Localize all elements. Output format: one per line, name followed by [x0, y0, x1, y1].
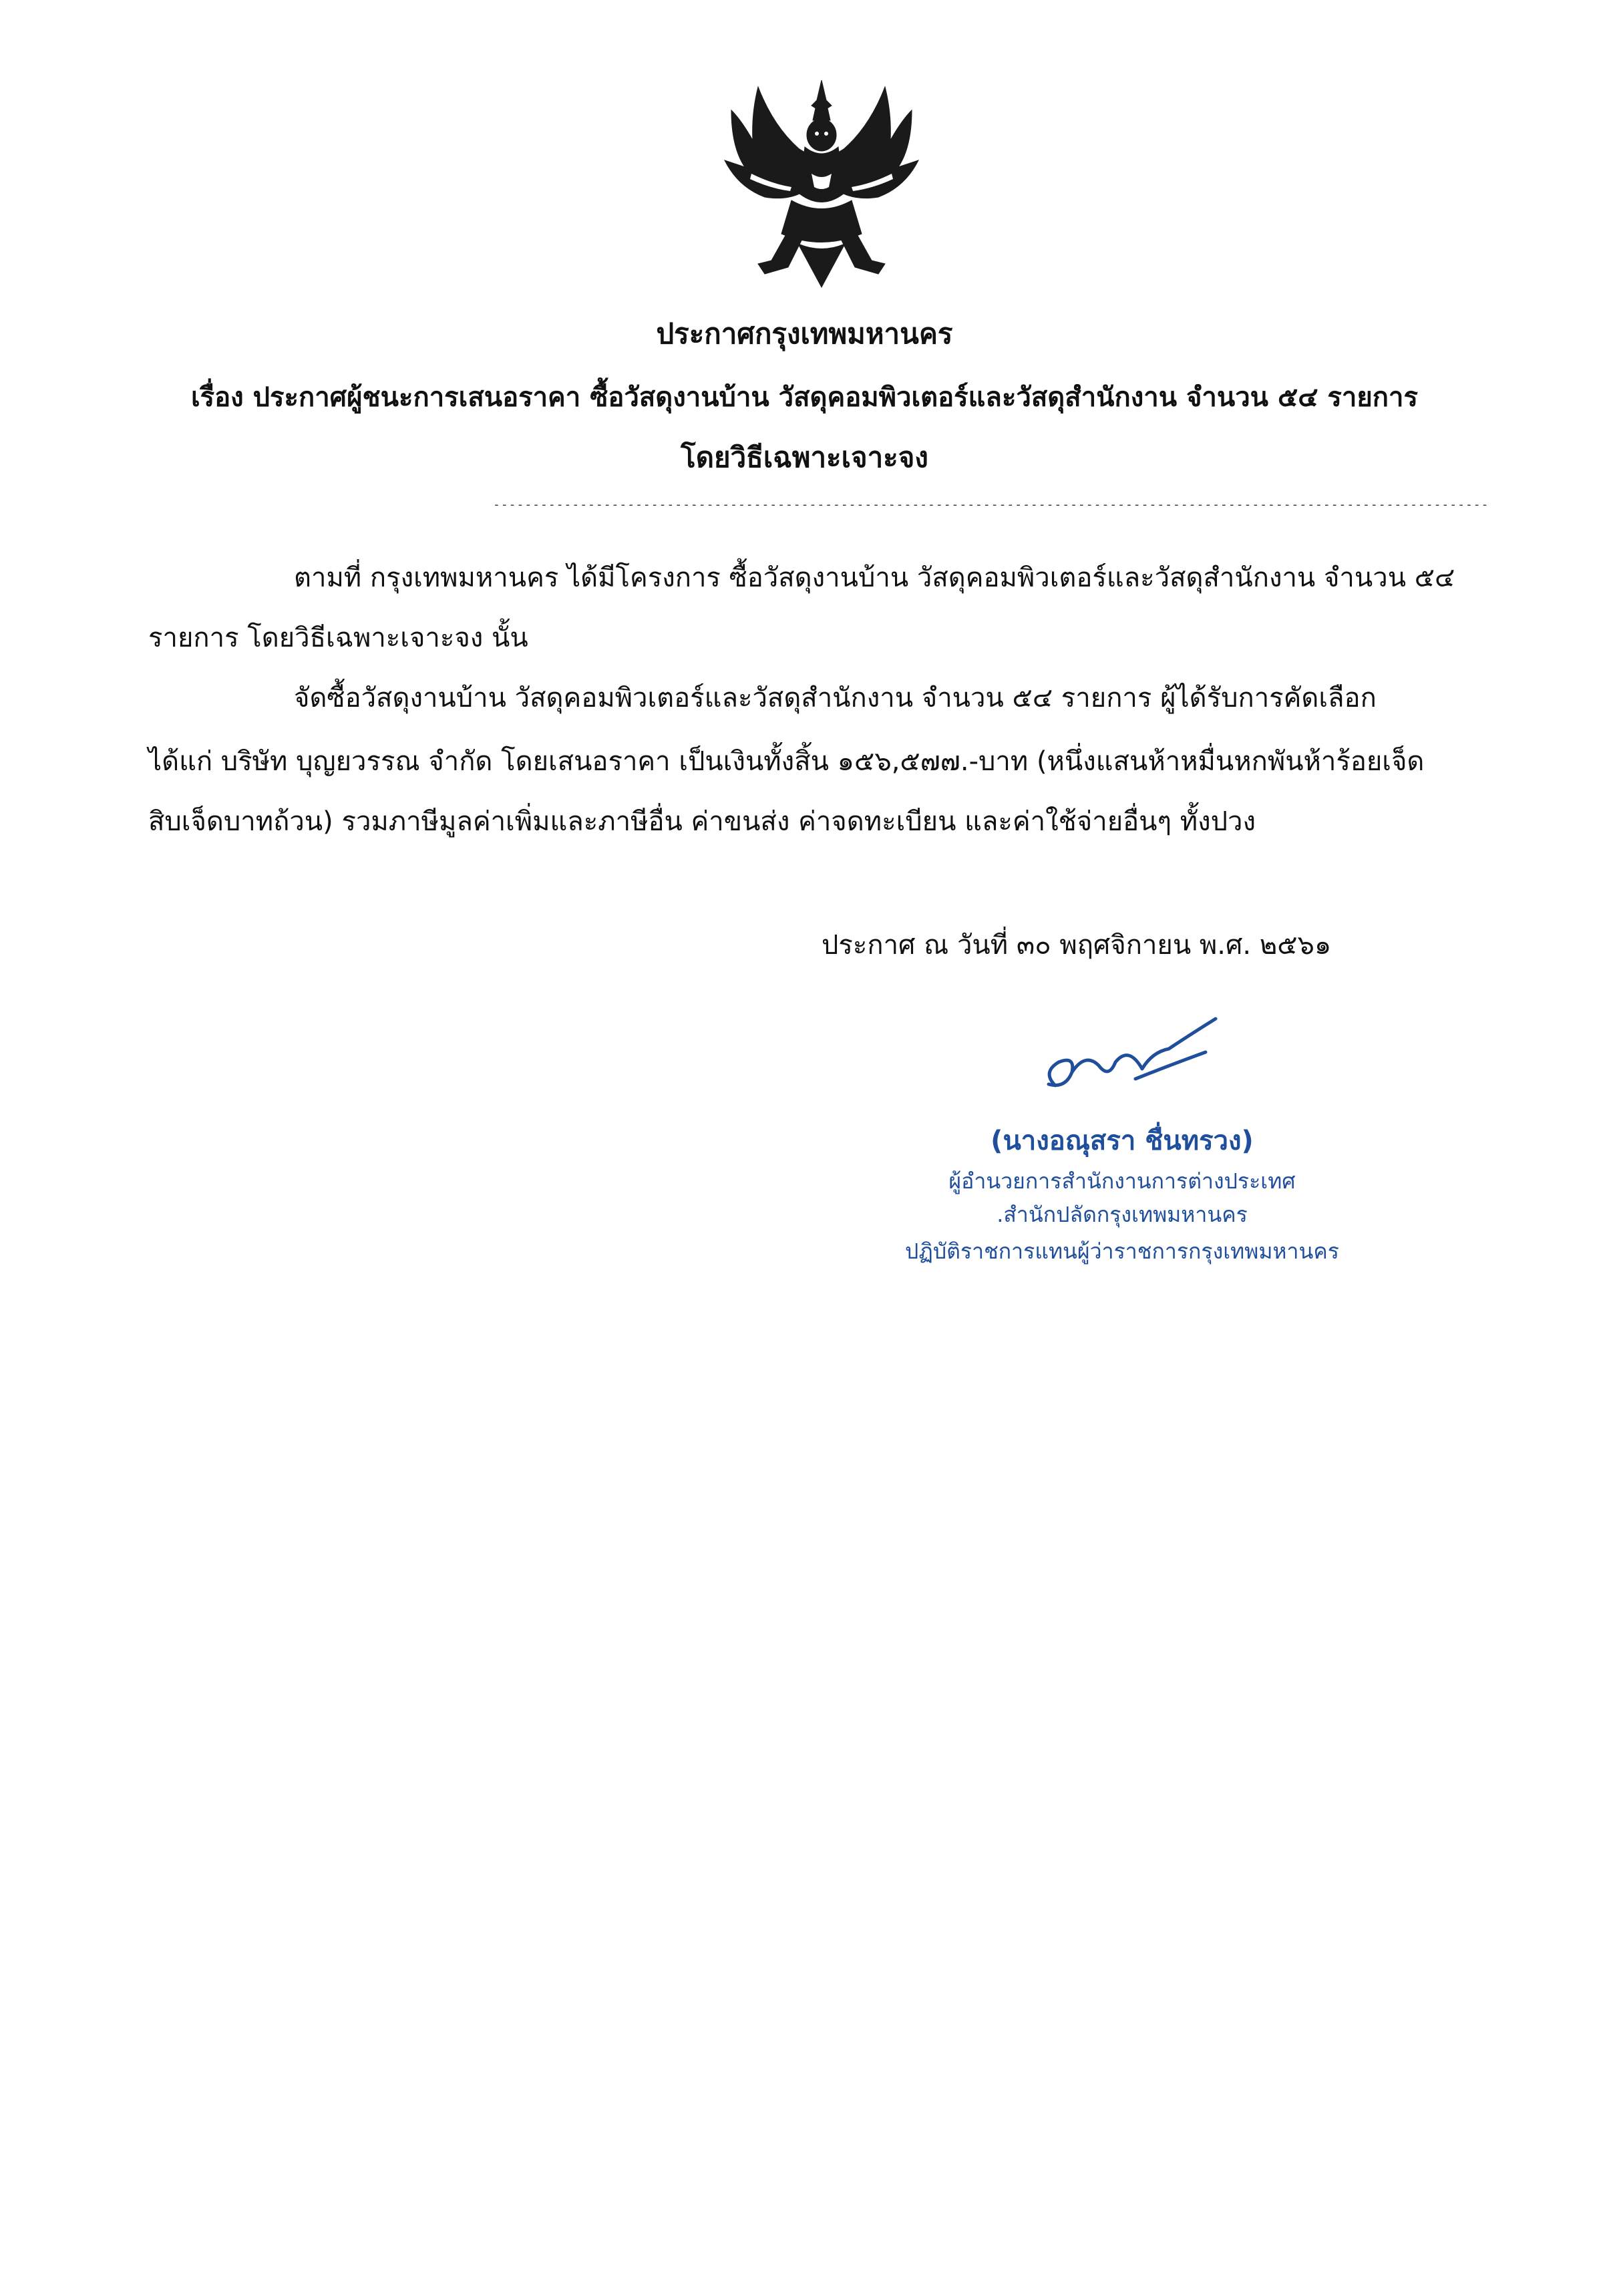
signatory-position-3: ปฏิบัติราชการแทนผู้ว่าราชการกรุงเทพมหานคร [905, 1239, 1339, 1264]
announcement-date: ประกาศ ณ วันที่ ๓๐ พฤศจิกายน พ.ศ. ๒๕๖๑ [822, 930, 1332, 961]
paragraph-1-line-2: รายการ โดยวิธีเฉพาะเจาะจง นั้น [148, 623, 528, 653]
announcement-subject: เรื่อง ประกาศผู้ชนะการเสนอราคา ซื้อวัสดุงานบ้าน วัสดุคอมพิวเตอร์และวัสดุสำนักงาน จำนวน ๕๔ รายการ [191, 382, 1418, 413]
signatory-name: (นางอณุสรา ชื่นทรวง) [991, 1126, 1254, 1156]
separator-line: ------------------------------------------------------------------------------------------------------------------------------ [493, 498, 1489, 512]
paragraph-1-line-1: ตามที่ กรุงเทพมหานคร ได้มีโครงการ ซื้อวัสดุงานบ้าน วัสดุคอมพิวเตอร์และวัสดุสำนักงาน จำนวน ๕๔ [294, 562, 1455, 593]
paragraph-2-line-3: สิบเจ็ดบาทถ้วน) รวมภาษีมูลค่าเพิ่มและภาษีอื่น ค่าขนส่ง ค่าจดทะเบียน และค่าใช้จ่ายอื่นๆ ทั้งปวง [148, 806, 1256, 837]
paragraph-2-line-1: จัดซื้อวัสดุงานบ้าน วัสดุคอมพิวเตอร์และวัสดุสำนักงาน จำนวน ๕๔ รายการ ผู้ได้รับการคัดเลือก [294, 683, 1377, 713]
announcement-heading: ประกาศกรุงเทพมหานคร [656, 317, 953, 350]
handwritten-signature [1035, 1005, 1222, 1112]
garuda-emblem-icon [711, 73, 932, 294]
signatory-position-1: ผู้อำนวยการสำนักงานการต่างประเทศ [948, 1168, 1296, 1194]
procurement-method: โดยวิธีเฉพาะเจาะจง [681, 441, 928, 474]
paragraph-2-line-2: ได้แก่ บริษัท บุญยวรรณ จำกัด โดยเสนอราคา เป็นเงินทั้งสิ้น ๑๕๖,๕๗๗.-บาท (หนึ่งแสนห้าหมื่นหกพันห้าร้อยเจ็ด [148, 746, 1425, 777]
signatory-position-2: .สำนักปลัดกรุงเทพมหานคร [997, 1202, 1248, 1227]
